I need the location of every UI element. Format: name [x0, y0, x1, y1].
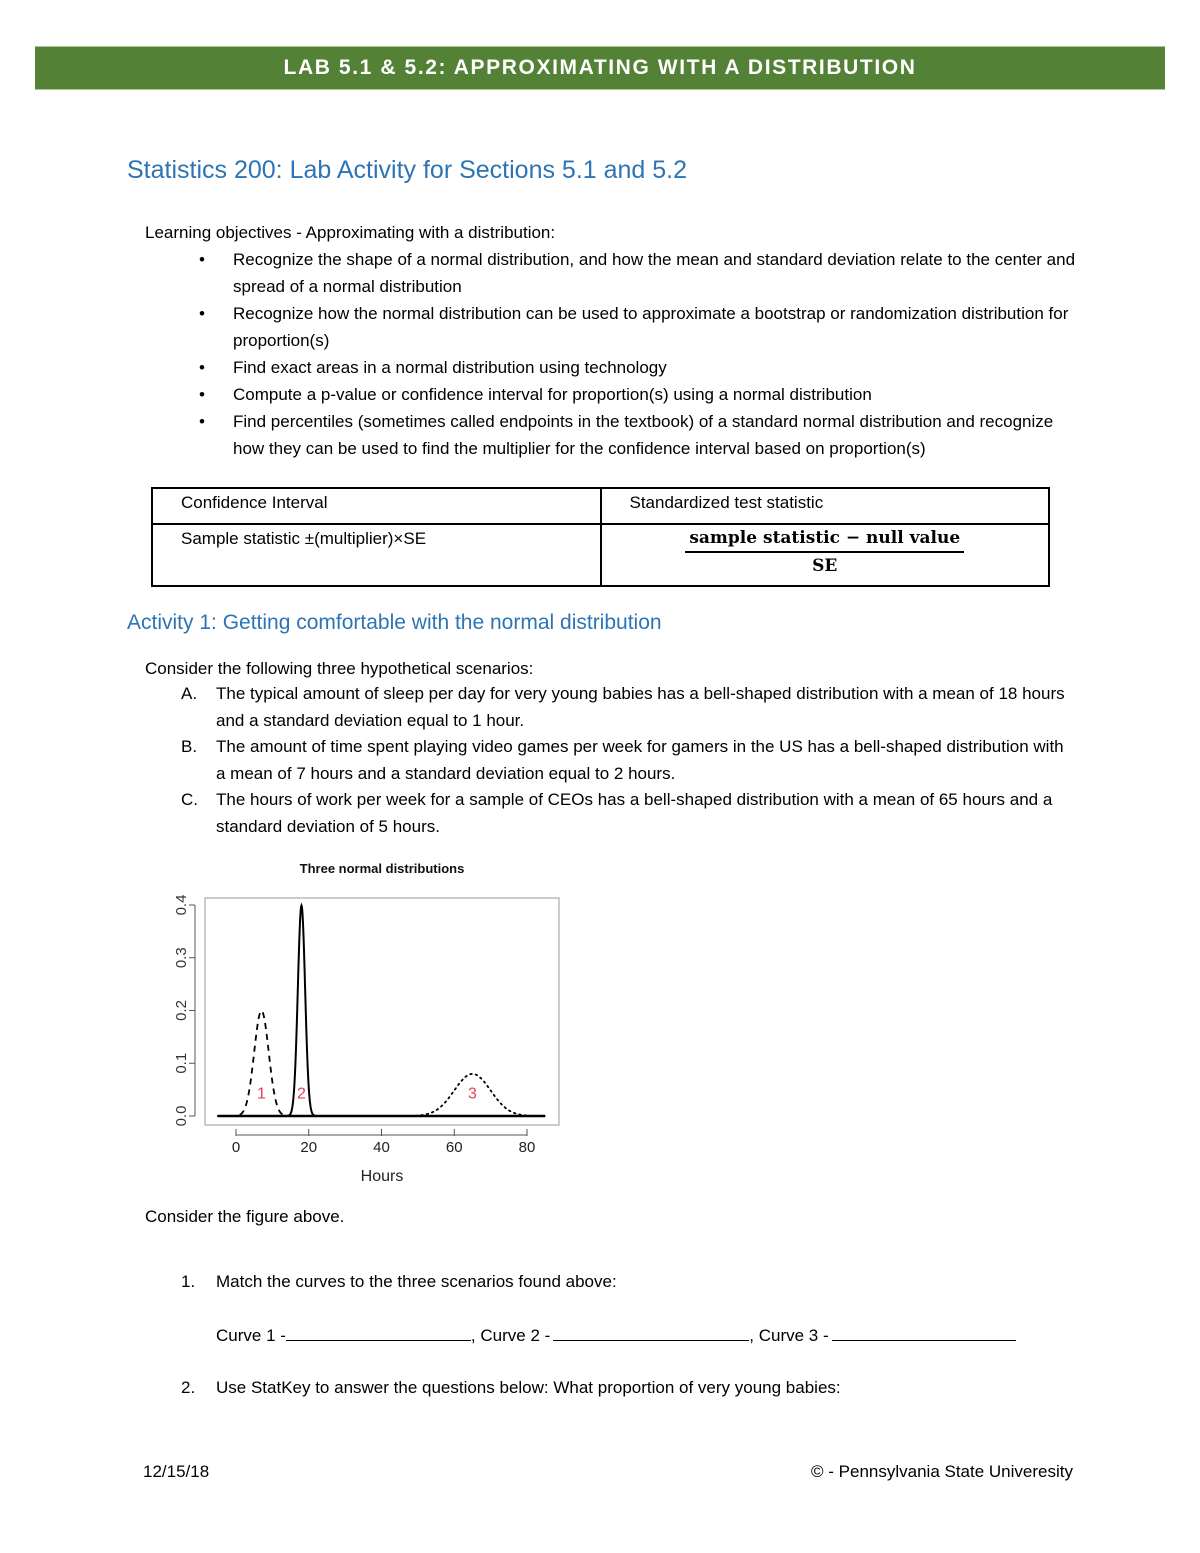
svg-text:0: 0	[231, 1139, 241, 1156]
bullet-icon: •	[199, 358, 205, 377]
scenarios-intro: Consider the following three hypothetical scenarios:	[145, 659, 534, 678]
lab-title-banner	[35, 46, 1165, 90]
question-text: Use StatKey to answer the questions below: What proportion of very young babies:	[216, 1378, 841, 1397]
curve-match-line	[216, 1322, 1016, 1349]
footer-date: 12/15/18	[143, 1462, 210, 1481]
bullet-icon: •	[199, 250, 205, 269]
curve-labels	[257, 1085, 477, 1102]
question-2	[181, 1374, 841, 1401]
scenario-label: B.	[181, 737, 198, 756]
list-item: • Recognize how the normal distribution can be used to approximate a bootstrap or randomization distribution for proportion(s)	[145, 300, 1085, 354]
list-item: • Compute a p-value or confidence interval for proportion(s) using a normal distribution	[145, 381, 1085, 408]
table-header-ci: Confidence Interval	[152, 488, 601, 524]
consider-figure-text: Consider the figure above.	[145, 1207, 345, 1226]
list-item: • Find exact areas in a normal distribution using technology	[145, 354, 1085, 381]
x-axis-label: Hours	[360, 1168, 404, 1185]
bullet-icon: •	[199, 385, 205, 404]
curve-2-label: 2	[297, 1085, 306, 1103]
bullet-icon: •	[199, 412, 205, 431]
table-header-test-stat: Standardized test statistic	[601, 488, 1050, 524]
activity-title: Activity 1: Getting comfortable with the normal distribution	[127, 611, 662, 634]
normal-distributions-chart	[150, 855, 570, 1200]
question-number: 1.	[181, 1272, 196, 1291]
curve-1	[218, 1011, 545, 1116]
svg-text:80: 80	[518, 1139, 536, 1156]
svg-text:0.4: 0.4	[173, 894, 190, 916]
lab-title: LAB 5.1 & 5.2: APPROXIMATING WITH A DISTRIBUTION	[283, 56, 917, 79]
svg-text:0.3: 0.3	[173, 947, 190, 969]
curve-2	[218, 906, 545, 1116]
bullet-icon: •	[199, 304, 205, 323]
table-header-row	[152, 488, 1049, 524]
question-text: Match the curves to the three scenarios found above:	[216, 1272, 617, 1291]
question-1	[181, 1268, 617, 1295]
learning-objectives-list	[145, 246, 1085, 462]
curve-3-label: 3	[467, 1085, 477, 1103]
fraction	[685, 528, 964, 576]
curve-2-answer-blank[interactable]	[553, 1322, 749, 1341]
table-row	[152, 524, 1049, 586]
svg-text:60: 60	[445, 1139, 463, 1156]
footer-copyright: © - Pennsylvania State Univeresity	[811, 1462, 1073, 1481]
scenario-c: C. The hours of work per week for a sample of CEOs has a bell-shaped distribution with a mean of 65 hours and a standard deviation of 5 hours.	[145, 787, 1065, 840]
svg-text:20: 20	[300, 1139, 318, 1156]
scenario-b: B. The amount of time spent playing video games per week for gamers in the US has a bell-shaped distribution with a mean of 7 hours and a standard deviation equal to 2 hours.	[145, 734, 1065, 787]
scenario-label: A.	[181, 684, 198, 703]
formula-table	[151, 487, 1050, 587]
curve-1-label: 1	[257, 1085, 266, 1103]
scenario-list	[145, 681, 1065, 840]
x-axis	[232, 1129, 536, 1156]
svg-text:0.1: 0.1	[173, 1052, 190, 1074]
curve-3-label: , Curve 3 -	[749, 1326, 829, 1345]
learning-objectives-heading: Learning objectives - Approximating with a distribution:	[145, 223, 556, 242]
ci-formula: Sample statistic ±(multiplier)×SE	[152, 524, 601, 586]
svg-text:40: 40	[373, 1139, 390, 1156]
list-item: • Recognize the shape of a normal distribution, and how the mean and standard deviation relate to the center and spread of a normal distribution	[145, 246, 1085, 300]
svg-text:0.0: 0.0	[173, 1105, 190, 1127]
chart-title: Three normal distributions	[299, 861, 465, 876]
fraction-denominator: SE	[812, 556, 838, 576]
fraction-numerator: sample statistic − null value	[685, 528, 964, 553]
svg-text:0.2: 0.2	[173, 1000, 190, 1021]
curve-2-label: , Curve 2 -	[470, 1326, 551, 1345]
curve-1-answer-blank[interactable]	[286, 1322, 471, 1341]
list-item: • Find percentiles (sometimes called endpoints in the textbook) of a standard normal distribution and recognize how they can be used to find the multiplier for the confidence interval based on proportion(s)	[145, 408, 1085, 462]
scenario-label: C.	[181, 790, 198, 809]
document-title: Statistics 200: Lab Activity for Sections 5.1 and 5.2	[127, 156, 688, 184]
curve-1-label: Curve 1 -	[216, 1326, 286, 1345]
curves	[218, 906, 545, 1116]
question-number: 2.	[181, 1378, 196, 1397]
curve-3-answer-blank[interactable]	[832, 1322, 1016, 1341]
test-stat-formula	[601, 524, 1050, 586]
y-axis	[173, 895, 195, 1127]
curve-3	[218, 1074, 545, 1116]
scenario-a: A. The typical amount of sleep per day for very young babies has a bell-shaped distribution with a mean of 18 hours and a standard deviation equal to 1 hour.	[145, 681, 1065, 734]
